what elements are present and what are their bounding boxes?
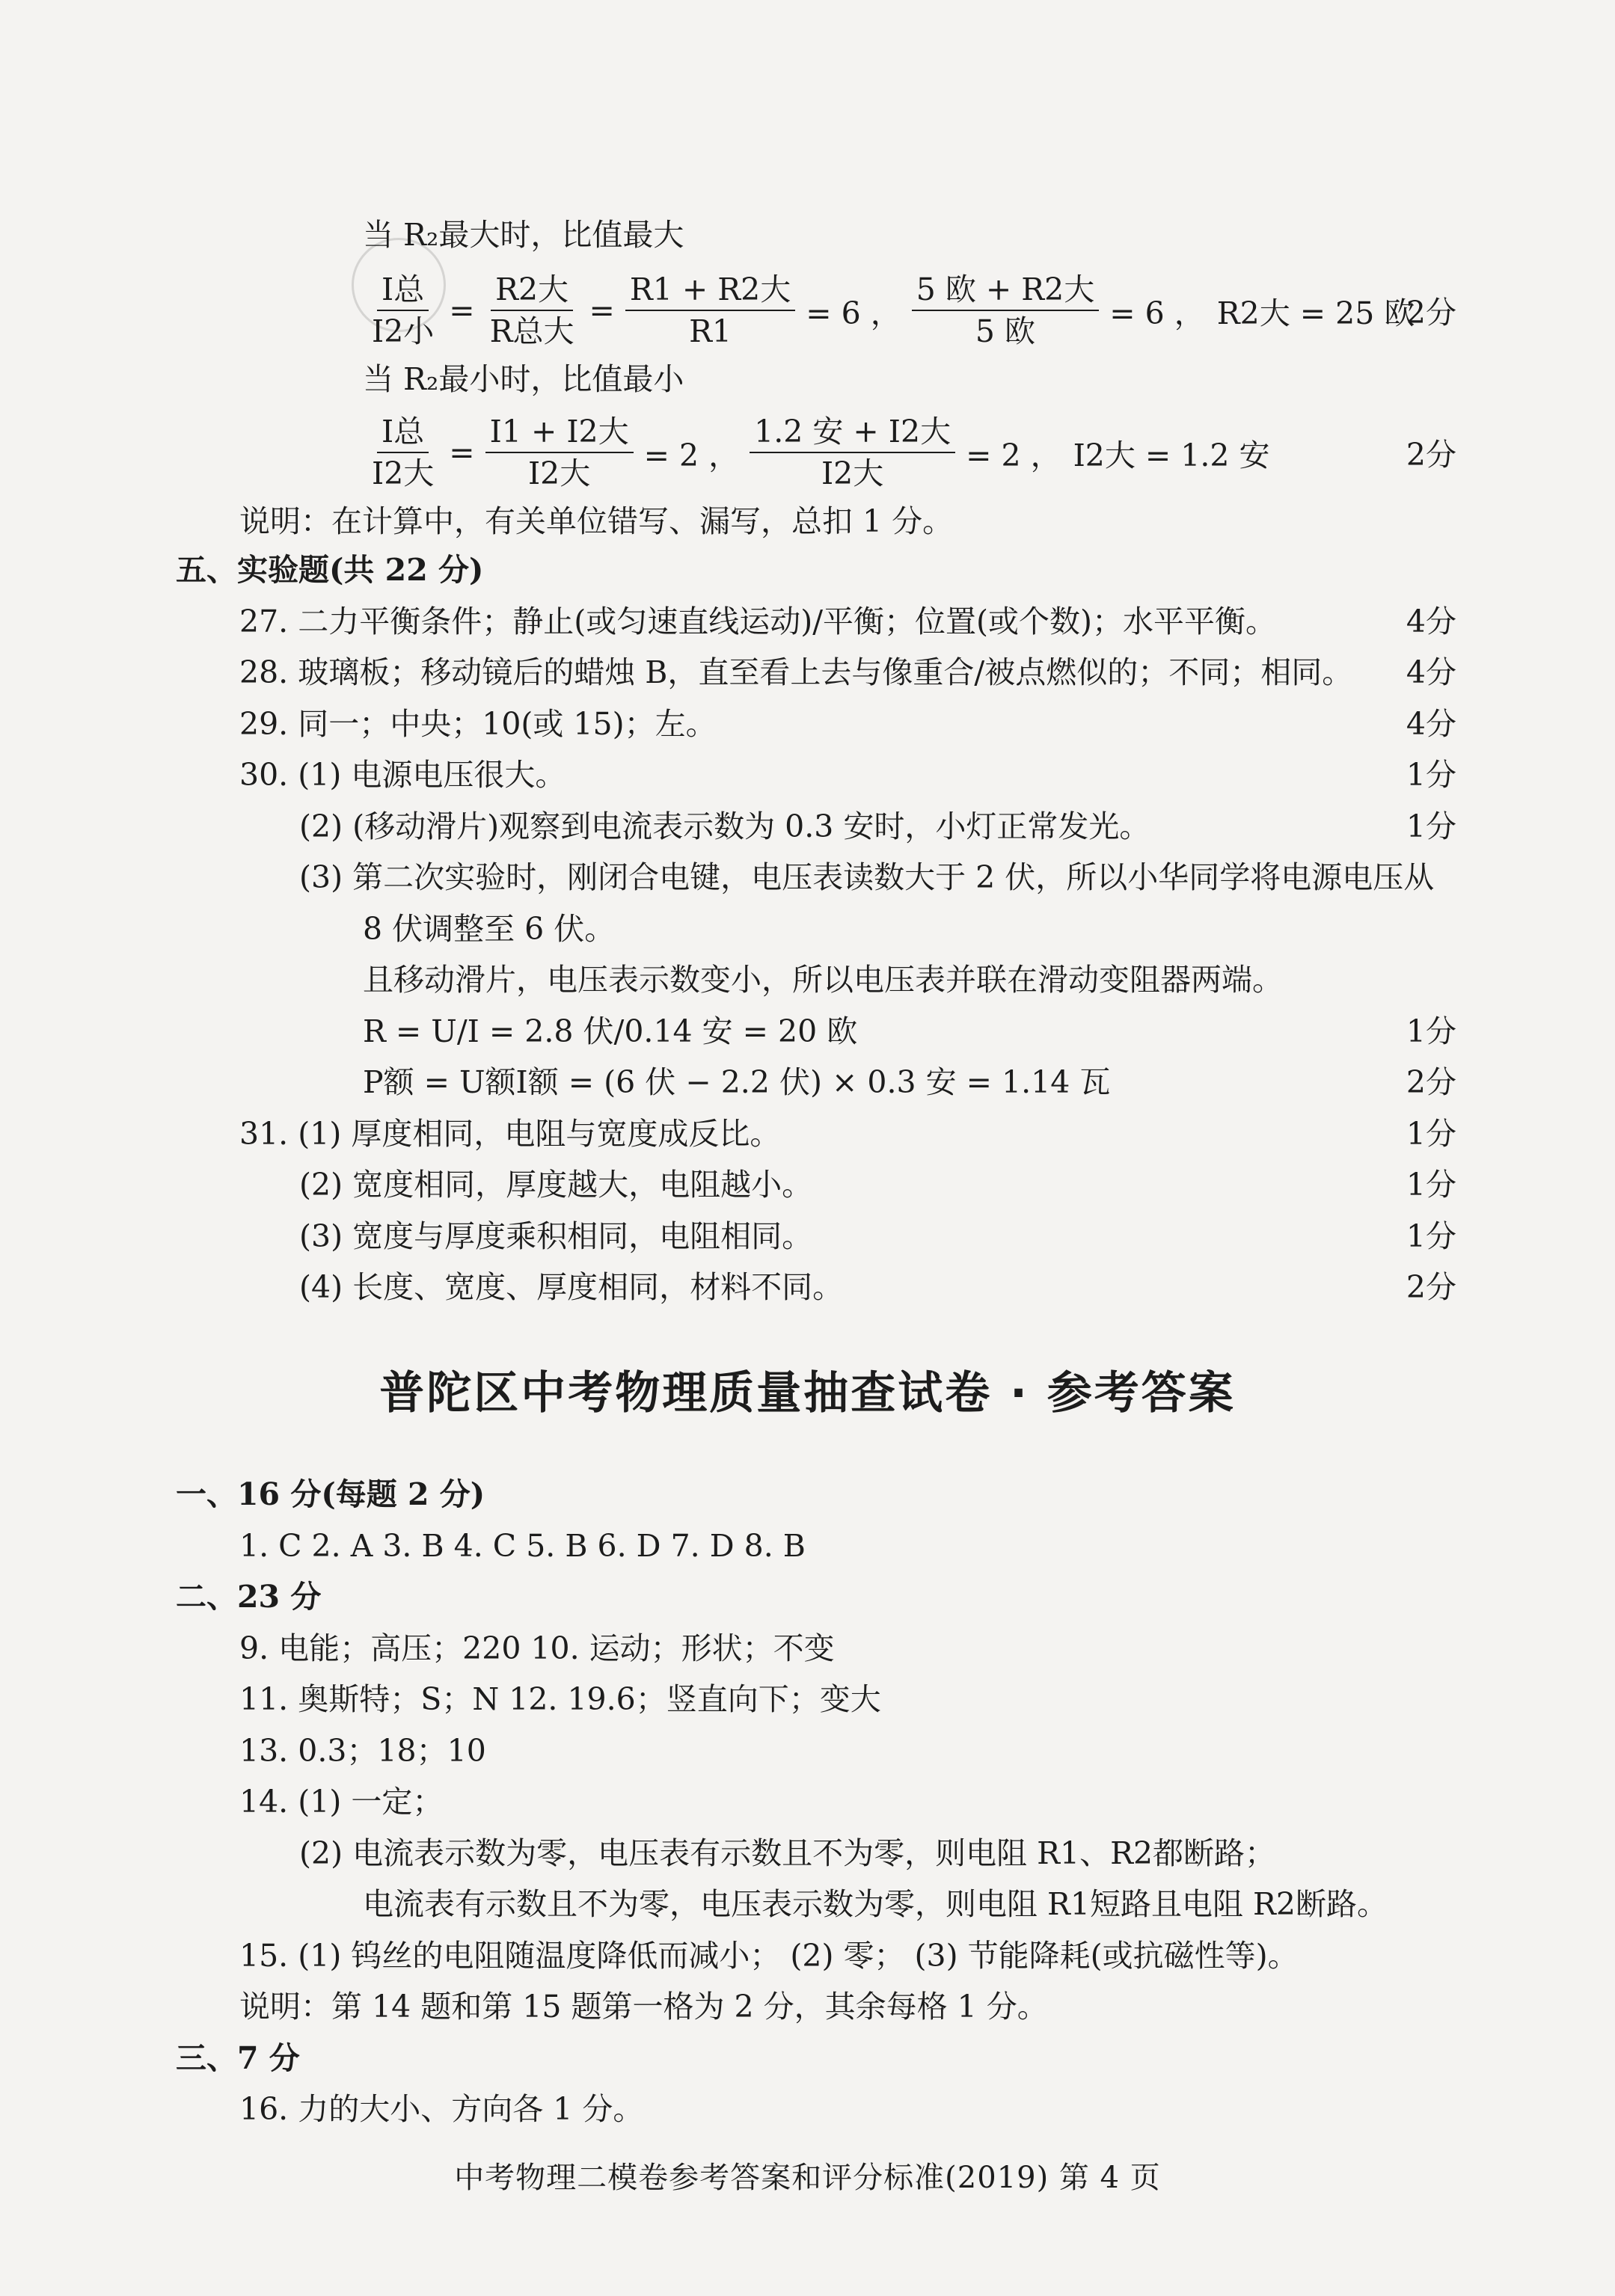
formula-max: $\frac{\text{I总}}{\text{I2小}}$ = $\frac{\text{R2大}}{\text{R总大}}$ = $\frac{\text{R1 + R2大}}{R1}$ = 6 ， $\frac{\text{5 欧 + R2大}}{\text{5 欧}}$ = 6 ， R2大 = 25 欧 bbox=[363, 262, 1421, 359]
answer-line bbox=[0, 802, 1615, 850]
section-heading bbox=[0, 2034, 1615, 2082]
section-heading bbox=[0, 1470, 1615, 1518]
score-label: 4分 bbox=[1406, 654, 1456, 690]
answer-text: 30. (1) 电源电压很大。 bbox=[239, 757, 566, 793]
answer-text: (2) 宽度相同，厚度越大，电阻越小。 bbox=[299, 1167, 813, 1203]
answer-text: 9. 电能；高压；220 10. 运动；形状；不变 bbox=[239, 1630, 835, 1666]
answer-text: (4) 长度、宽度、厚度相同，材料不同。 bbox=[299, 1269, 844, 1305]
calc-condition-min bbox=[0, 355, 1615, 403]
score-label: 1分 bbox=[1406, 757, 1456, 793]
answer-text: (3) 宽度与厚度乘积相同，电阻相同。 bbox=[299, 1218, 813, 1254]
answer-text: 五、实验题(共 22 分) bbox=[176, 552, 484, 588]
answer-text: 27. 二力平衡条件；静止(或匀速直线运动)/平衡；位置(或个数)；水平平衡。 bbox=[239, 603, 1277, 639]
score-label: 1分 bbox=[1406, 1115, 1456, 1152]
answer-text: 且移动滑片，电压表示数变小，所以电压表并联在滑动变阻器两端。 bbox=[363, 962, 1283, 998]
score-label: 4分 bbox=[1406, 603, 1456, 639]
answer-text: P额 = U额I额 = (6 伏 − 2.2 伏) × 0.3 安 = 1.14 瓦 bbox=[363, 1064, 1111, 1100]
formula-max-result: R2大 = 25 欧 bbox=[1216, 295, 1415, 331]
score-label: 1分 bbox=[1406, 1013, 1456, 1049]
answer-line bbox=[0, 905, 1615, 953]
calc-note bbox=[0, 497, 1615, 545]
score-label: 1分 bbox=[1406, 1218, 1456, 1254]
answer-text: 14. (1) 一定； bbox=[239, 1784, 444, 1820]
answer-text: 15. (1) 钨丝的电阻随温度降低而减小； (2) 零； (3) 节能降耗(或抗磁性等)。 bbox=[239, 1937, 1299, 1974]
answer-line bbox=[0, 1727, 1615, 1775]
answer-line bbox=[0, 1983, 1615, 2031]
answer-text: (2) 电流表示数为零，电压表有示数且不为零，则电阻 R1、R2都断路； bbox=[299, 1835, 1276, 1871]
page-footer: 中考物理二模卷参考答案和评分标准(2019) 第 4 页 bbox=[454, 2161, 1161, 2195]
answer-text: (2) (移动滑片)观察到电流表示数为 0.3 安时，小灯正常发光。 bbox=[299, 808, 1150, 844]
section-heading bbox=[0, 546, 1615, 594]
answer-line bbox=[0, 1880, 1615, 1928]
answer-text: 一、16 分(每题 2 分) bbox=[176, 1476, 485, 1512]
answer-line bbox=[0, 1522, 1615, 1570]
formula-max-score: 2分 bbox=[1406, 295, 1456, 331]
answer-line bbox=[0, 1675, 1615, 1723]
answer-line bbox=[0, 1624, 1615, 1672]
answer-text: 28. 玻璃板；移动镜后的蜡烛 B，直至看上去与像重合/被点燃似的；不同；相同。 bbox=[239, 654, 1353, 690]
answer-line bbox=[0, 956, 1615, 1004]
answer-line bbox=[0, 1778, 1615, 1826]
page-title: 普陀区中考物理质量抽查试卷 · 参考答案 bbox=[379, 1367, 1236, 1419]
score-label: 1分 bbox=[1406, 1167, 1456, 1203]
answer-line bbox=[0, 1212, 1615, 1260]
formula-min: $\frac{\text{I总}}{\text{I2大}}$ = $\frac{\text{I1 + I2大}}{\text{I2大}}$ = 2 ， $\frac{\text{1.2 安 + I2大}}{\text{I2大}}$ = 2 ， I2大 = 1.2 安 bbox=[363, 404, 1276, 501]
calc-condition-min-text: 当 R₂最小时，比值最小 bbox=[363, 361, 684, 397]
formula-min-result: I2大 = 1.2 安 bbox=[1073, 437, 1270, 473]
frac-c: $\frac{\text{1.2 安 + I2大}}{\text{I2大}}$ bbox=[750, 413, 955, 492]
answer-text: 8 伏调整至 6 伏。 bbox=[363, 910, 616, 947]
answer-line bbox=[0, 1829, 1615, 1877]
frac-a: $\frac{\text{I总}}{\text{I2大}}$ bbox=[372, 414, 435, 491]
answer-line bbox=[0, 1161, 1615, 1209]
score-label: 2分 bbox=[1406, 1064, 1456, 1100]
answer-text: 29. 同一；中央；10(或 15)；左。 bbox=[239, 705, 717, 742]
answer-text: 说明：第 14 题和第 15 题第一格为 2 分，其余每格 1 分。 bbox=[239, 1989, 1048, 2025]
answer-text: (3) 第二次实验时，刚闭合电键，电压表读数大于 2 伏，所以小华同学将电源电压从 bbox=[299, 859, 1435, 895]
answer-text: 11. 奥斯特；S；N 12. 19.6；竖直向下；变大 bbox=[239, 1681, 881, 1717]
answer-text: 1. C 2. A 3. B 4. C 5. B 6. D 7. D 8. B bbox=[239, 1527, 806, 1564]
answer-line bbox=[0, 700, 1615, 748]
frac-b: $\frac{\text{R2大}}{\text{R总大}}$ bbox=[489, 271, 574, 349]
formula-min-score: 2分 bbox=[1406, 437, 1456, 473]
section-heading bbox=[0, 1573, 1615, 1621]
frac-d: $\frac{\text{5 欧 + R2大}}{\text{5 欧}}$ bbox=[912, 271, 1100, 350]
answer-line bbox=[0, 1110, 1615, 1158]
answer-text: 31. (1) 厚度相同，电阻与宽度成反比。 bbox=[239, 1115, 781, 1152]
score-label: 2分 bbox=[1406, 1269, 1456, 1305]
answer-line bbox=[0, 1007, 1615, 1055]
answer-line bbox=[0, 1058, 1615, 1106]
answer-text: 13. 0.3；18；10 bbox=[239, 1732, 486, 1769]
calc-condition-max bbox=[0, 211, 1615, 259]
calc-condition-max-text: 当 R₂最大时，比值最大 bbox=[363, 217, 684, 253]
answer-line bbox=[0, 1932, 1615, 1980]
answer-line bbox=[0, 1263, 1615, 1311]
answer-text: 三、7 分 bbox=[176, 2039, 300, 2076]
score-label: 4分 bbox=[1406, 705, 1456, 742]
answer-text: R = U/I = 2.8 伏/0.14 安 = 20 欧 bbox=[363, 1013, 858, 1049]
answer-line bbox=[0, 2085, 1615, 2133]
answer-line bbox=[0, 853, 1615, 901]
score-label: 1分 bbox=[1406, 808, 1456, 844]
frac-c: $\frac{\text{R1 + R2大}}{R1}$ bbox=[625, 271, 795, 350]
answer-text: 二、23 分 bbox=[176, 1579, 322, 1615]
frac-a: $\frac{\text{I总}}{\text{I2小}}$ bbox=[372, 271, 435, 349]
answer-line bbox=[0, 648, 1615, 696]
answer-text: 16. 力的大小、方向各 1 分。 bbox=[239, 2091, 644, 2127]
answer-line bbox=[0, 751, 1615, 799]
frac-b: $\frac{\text{I1 + I2大}}{\text{I2大}}$ bbox=[485, 413, 634, 492]
answer-line bbox=[0, 598, 1615, 645]
calc-note-text: 说明：在计算中，有关单位错写、漏写，总扣 1 分。 bbox=[239, 503, 954, 539]
answer-text: 电流表有示数且不为零，电压表示数为零，则电阻 R1短路且电阻 R2断路。 bbox=[363, 1886, 1388, 1922]
